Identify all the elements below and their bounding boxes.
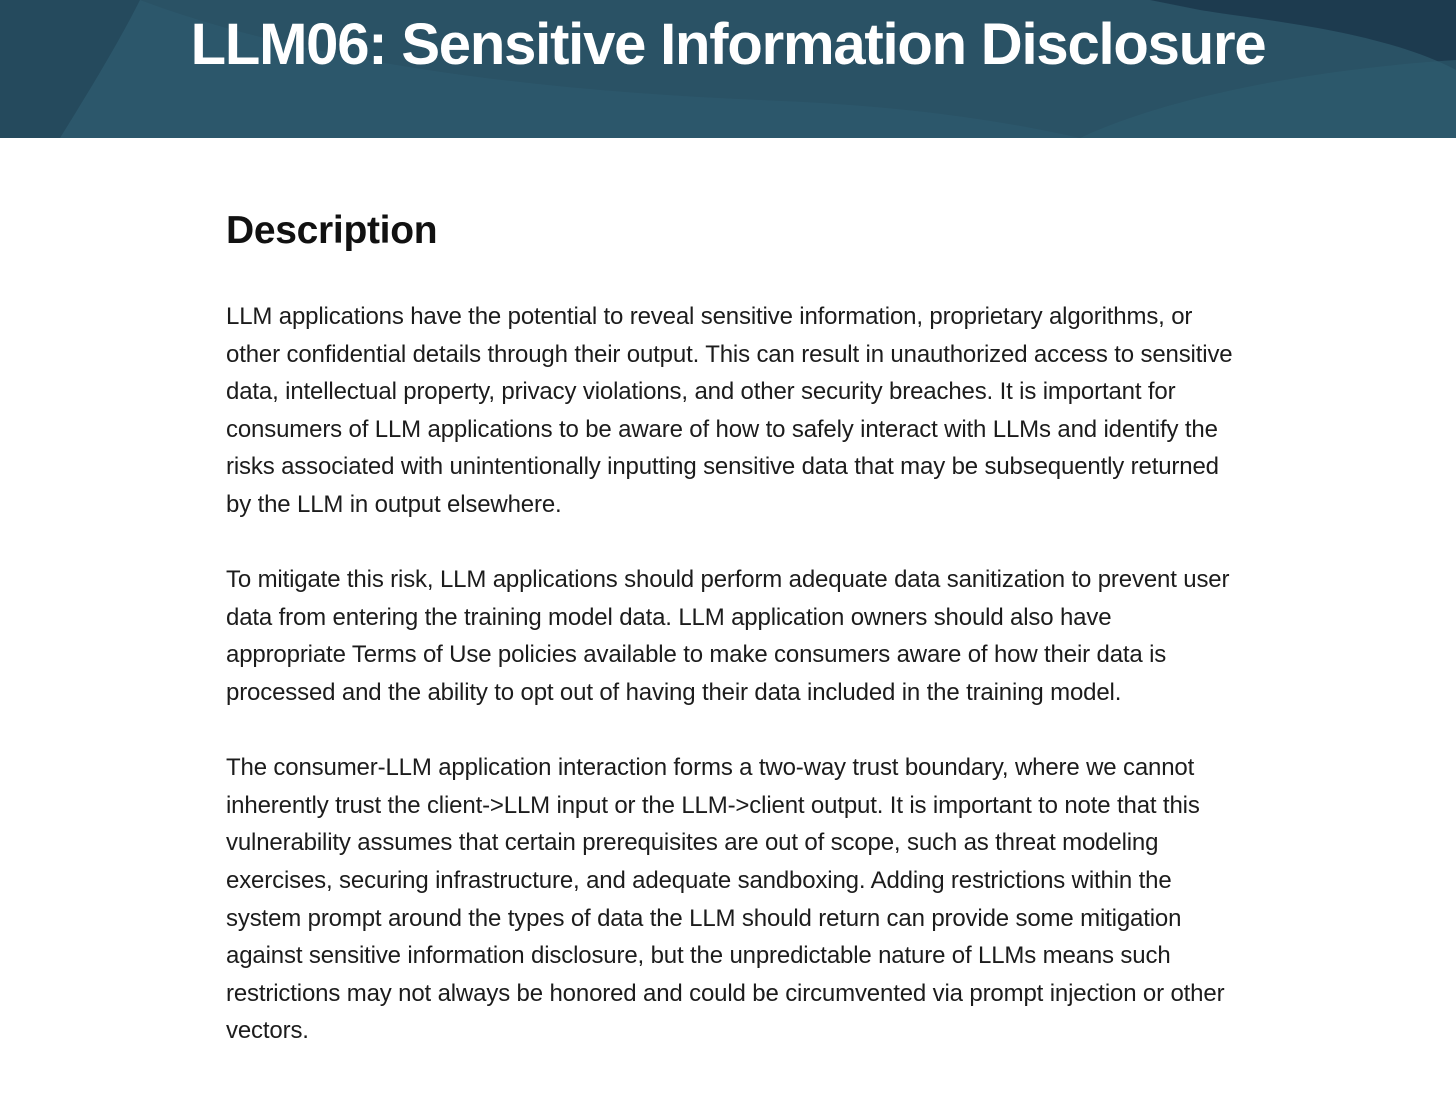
description-paragraph: The consumer-LLM application interaction forms a two-way trust boundary, where we cannot inherently trust the client->LLM input or the LLM->client output. It is important to note that this vulnerability assumes that certain prerequisites are out of scope, such as threat modeling exercises, securing infrastructure, and adequate sandboxing. Adding restrictions within the system prompt around the types of data the LLM should return can provide some mitigation against sensitive information disclosure, but the unpredictable nature of LLMs means such restrictions may not always be honored and could be circumvented via prompt injection or other vectors.: [226, 754, 1225, 1045]
page-title: LLM06: Sensitive Information Disclosure: [190, 12, 1266, 77]
section-heading: Description: [226, 209, 438, 252]
description-section: [226, 205, 1236, 1050]
description-paragraph: LLM applications have the potential to reveal sensitive information, proprietary algorithms, or other confidential details through their output. This can result in unauthorized access to sensitive data, intellectual property, privacy violations, and other security breaches. It is important for consumers of LLM applications to be aware of how to safely interact with LLMs and identify the risks associated with unintentionally inputting sensitive data that may be subsequently returned by the LLM in output elsewhere.: [226, 303, 1233, 518]
description-paragraph: To mitigate this risk, LLM applications should perform adequate data sanitization to prevent user data from entering the training model data. LLM application owners should also have appropriate Terms of Use policies available to make consumers aware of how their data is processed and the ability to opt out of having their data included in the training model.: [226, 566, 1230, 706]
title-banner: [0, 0, 1456, 138]
